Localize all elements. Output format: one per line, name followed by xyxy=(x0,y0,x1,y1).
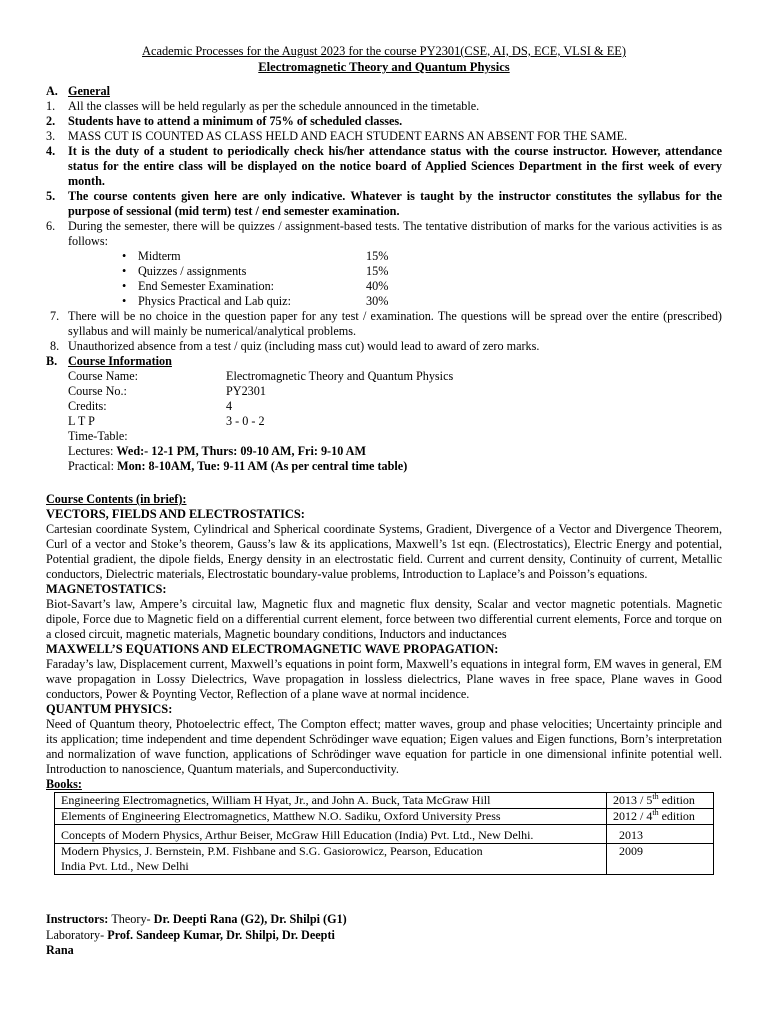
list-item xyxy=(46,129,722,144)
marks-label: Quizzes / assignments xyxy=(138,264,247,278)
info-key: Course Name: xyxy=(68,369,139,383)
book-title: Engineering Electromagnetics, William H Hyat, Jr., and John A. Buck, Tata McGraw Hill xyxy=(55,793,607,809)
info-row xyxy=(68,399,722,414)
book-year-cell xyxy=(607,825,714,844)
topic-text: Need of Quantum theory, Photoelectric effect, The Compton effect; matter waves, group and phase velocities; Uncertainty principle and its application; time independent and time dependent Schrödinger wave equation; Eigen values and Eigen functions, Born’s interpretation and normalization of wave function, applications of Schrödinger wave equation for particle in one dimensional infinite potential well. Introduction to nanoscience, Quantum materials, and Superconductivity. xyxy=(46,717,722,776)
topic-text: Faraday’s law, Displacement current, Maxwell’s equations in point form, Maxwell’s equations in integral form, EM waves in general, EM wave propagation in Lossy Dielectrics, Wave propagation in lossless dielectrics, Plane waves in free space, Plane waves in Good conductors, Power & Poynting Vector, Reflection of a plane wave at normal incidence. xyxy=(46,657,722,701)
list-item xyxy=(46,309,722,339)
info-row xyxy=(68,414,722,429)
list-item xyxy=(46,114,722,129)
practical-value: Mon: 8-10AM, Tue: 9-11 AM (As per central time table) xyxy=(117,459,408,473)
bullet-icon: • xyxy=(122,279,127,293)
book-year: 2013 xyxy=(619,828,643,842)
book-edition: edition xyxy=(658,809,695,823)
item-number: 3. xyxy=(46,129,56,143)
item-text: All the classes will be held regularly as per the schedule announced in the timetable. xyxy=(68,99,480,113)
section-general-heading xyxy=(46,84,722,99)
section-title: Course Information xyxy=(68,354,172,368)
section-title: General xyxy=(68,84,110,98)
info-key: Credits: xyxy=(68,399,107,413)
book-year-sup: th xyxy=(652,792,659,801)
marks-row xyxy=(122,294,722,309)
section-letter: A. xyxy=(46,84,58,98)
item-text: The course contents given here are only indicative. Whatever is taught by the instructor constitutes the syllabus for the purpose of sessional (mid term) test / end semester examination. xyxy=(68,189,722,218)
item-number: 8. xyxy=(50,339,60,353)
item-text: During the semester, there will be quizzes / assignment-based tests. The tentative distribution of marks for the various activities is as follows: xyxy=(68,219,722,248)
table-row xyxy=(55,825,714,844)
lab-instructors xyxy=(46,928,722,944)
book-year: 2012 / 4 xyxy=(613,809,653,823)
book-year-cell xyxy=(607,793,714,809)
item-number: 5. xyxy=(46,189,56,203)
topic-text: Cartesian coordinate System, Cylindrical and Spherical coordinate Systems, Gradient, Divergence of a Vector and Divergence Theorem, Curl of a vector and Stoke’s theorem, Gauss’s law & its applications, Maxwell’s 1st eqn. (Electrostatics), Electric Energy and potential, Potential gradient, the dipole fields, Energy density in an electrostatic field. Current and current density, Continuity of current, Metallic conductors, Dielectric materials, Electrostatic boundary-value problems, Introduction to Laplace’s and Poisson’s equations. xyxy=(46,522,722,581)
topic-text: Biot-Savart’s law, Ampere’s circuital law, Magnetic flux and magnetic flux density, Scalar and vector magnetic potentials. Magnetic dipole, Force due to Magnetic field on a differential current element, force between two differential current elements, Force and torque on a closed circuit, magnetic materials, Magnetic boundary conditions, Inductors and inductances xyxy=(46,597,722,641)
marks-value: 15% xyxy=(366,249,389,263)
marks-label: Midterm xyxy=(138,249,181,263)
info-value: PY2301 xyxy=(226,384,266,398)
books-table xyxy=(54,792,714,875)
item-number: 4. xyxy=(46,144,56,158)
section-course-info-heading xyxy=(46,354,722,369)
book-year: 2009 xyxy=(619,844,643,858)
info-value: 3 - 0 - 2 xyxy=(226,414,265,428)
list-item xyxy=(46,189,722,219)
info-value: Electromagnetic Theory and Quantum Physics xyxy=(226,369,454,383)
info-value: 4 xyxy=(226,399,233,413)
document-title: Electromagnetic Theory and Quantum Physics xyxy=(258,60,510,74)
topic-title: MAXWELL’S EQUATIONS AND ELECTROMAGNETIC WAVE PROPAGATION: xyxy=(46,642,499,656)
timetable-label: Time-Table: xyxy=(68,429,128,443)
table-row xyxy=(55,844,714,875)
course-info-block xyxy=(68,369,722,474)
list-item xyxy=(46,144,722,189)
lectures-row xyxy=(68,444,722,459)
marks-row xyxy=(122,249,722,264)
marks-row xyxy=(122,279,722,294)
table-row xyxy=(55,809,714,825)
item-text: There will be no choice in the question paper for any test / examination. The questions will be spread over the entire (prescribed) syllabus and will mainly be numerical/analytical problems. xyxy=(68,309,722,338)
marks-value: 15% xyxy=(366,264,389,278)
marks-distribution xyxy=(122,249,722,309)
book-year: 2013 / 5 xyxy=(613,793,653,807)
book-year-sup: th xyxy=(652,808,659,817)
lectures-value: Wed:- 12-1 PM, Thurs: 09-10 AM, Fri: 9-10 AM xyxy=(116,444,366,458)
marks-label: Physics Practical and Lab quiz: xyxy=(138,294,291,308)
book-edition: edition xyxy=(658,793,695,807)
item-text: Students have to attend a minimum of 75% of scheduled classes. xyxy=(68,114,403,128)
practical-label: Practical: xyxy=(68,459,115,473)
item-number: 1. xyxy=(46,99,56,113)
lab-names-continued: Rana xyxy=(46,943,74,957)
book-year-cell xyxy=(607,809,714,825)
lab-names: Prof. Sandeep Kumar, Dr. Shilpi, Dr. Deepti xyxy=(107,927,335,942)
lectures-label: Lectures: xyxy=(68,444,114,458)
item-text: It is the duty of a student to periodically check his/her attendance status with the course instructor. However, attendance status for the entire class will be displayed on the notice board of Applied Sciences Department in the first week of every month. xyxy=(68,144,722,188)
info-row xyxy=(68,384,722,399)
marks-label: End Semester Examination: xyxy=(138,279,275,293)
bullet-icon: • xyxy=(122,264,127,278)
marks-value: 40% xyxy=(366,279,389,293)
list-item xyxy=(46,99,722,114)
info-key: L T P xyxy=(68,414,95,428)
book-year-cell xyxy=(607,844,714,875)
theory-names: Dr. Deepti Rana (G2), Dr. Shilpi (G1) xyxy=(153,912,347,926)
item-text: MASS CUT IS COUNTED AS CLASS HELD AND EACH STUDENT EARNS AN ABSENT FOR THE SAME. xyxy=(68,129,628,143)
instructors-block xyxy=(46,912,722,959)
book-title: Modern Physics, J. Bernstein, P.M. Fishbane and S.G. Gasiorowicz, Pearson, Education India Pvt. Ltd., New Delhi xyxy=(55,844,607,875)
topic-title: QUANTUM PHYSICS: xyxy=(46,702,173,716)
info-key: Course No.: xyxy=(68,384,127,398)
instructors-label: Instructors: xyxy=(46,912,112,926)
book-title: Concepts of Modern Physics, Arthur Beiser, McGraw Hill Education (India) Pvt. Ltd., New Delhi. xyxy=(55,825,607,844)
marks-value: 30% xyxy=(366,294,389,308)
course-contents-heading: Course Contents (in brief): xyxy=(46,492,187,506)
theory-prefix: Theory- xyxy=(111,912,154,926)
book-title: Elements of Engineering Electromagnetics, Matthew N.O. Sadiku, Oxford University Press xyxy=(55,809,607,825)
item-number: 6. xyxy=(46,219,56,233)
item-number: 2. xyxy=(46,114,56,128)
bullet-icon: • xyxy=(122,249,127,263)
info-row xyxy=(68,369,722,384)
topic-title: VECTORS, FIELDS AND ELECTROSTATICS: xyxy=(46,507,305,521)
section-letter: B. xyxy=(46,354,58,368)
books-heading: Books: xyxy=(46,777,82,791)
item-number: 7. xyxy=(50,309,60,323)
list-item xyxy=(46,339,722,354)
lab-prefix: Laboratory- xyxy=(46,927,108,942)
topic-title: MAGNETOSTATICS: xyxy=(46,582,167,596)
practical-row xyxy=(68,459,722,474)
table-row xyxy=(55,793,714,809)
list-item xyxy=(46,219,722,249)
bullet-icon: • xyxy=(122,294,127,308)
document-header-line: Academic Processes for the August 2023 for the course PY2301(CSE, AI, DS, ECE, VLSI & EE) xyxy=(142,44,626,58)
item-text: Unauthorized absence from a test / quiz (including mass cut) would lead to award of zero marks. xyxy=(68,339,540,353)
marks-row xyxy=(122,264,722,279)
theory-instructors xyxy=(46,912,722,928)
